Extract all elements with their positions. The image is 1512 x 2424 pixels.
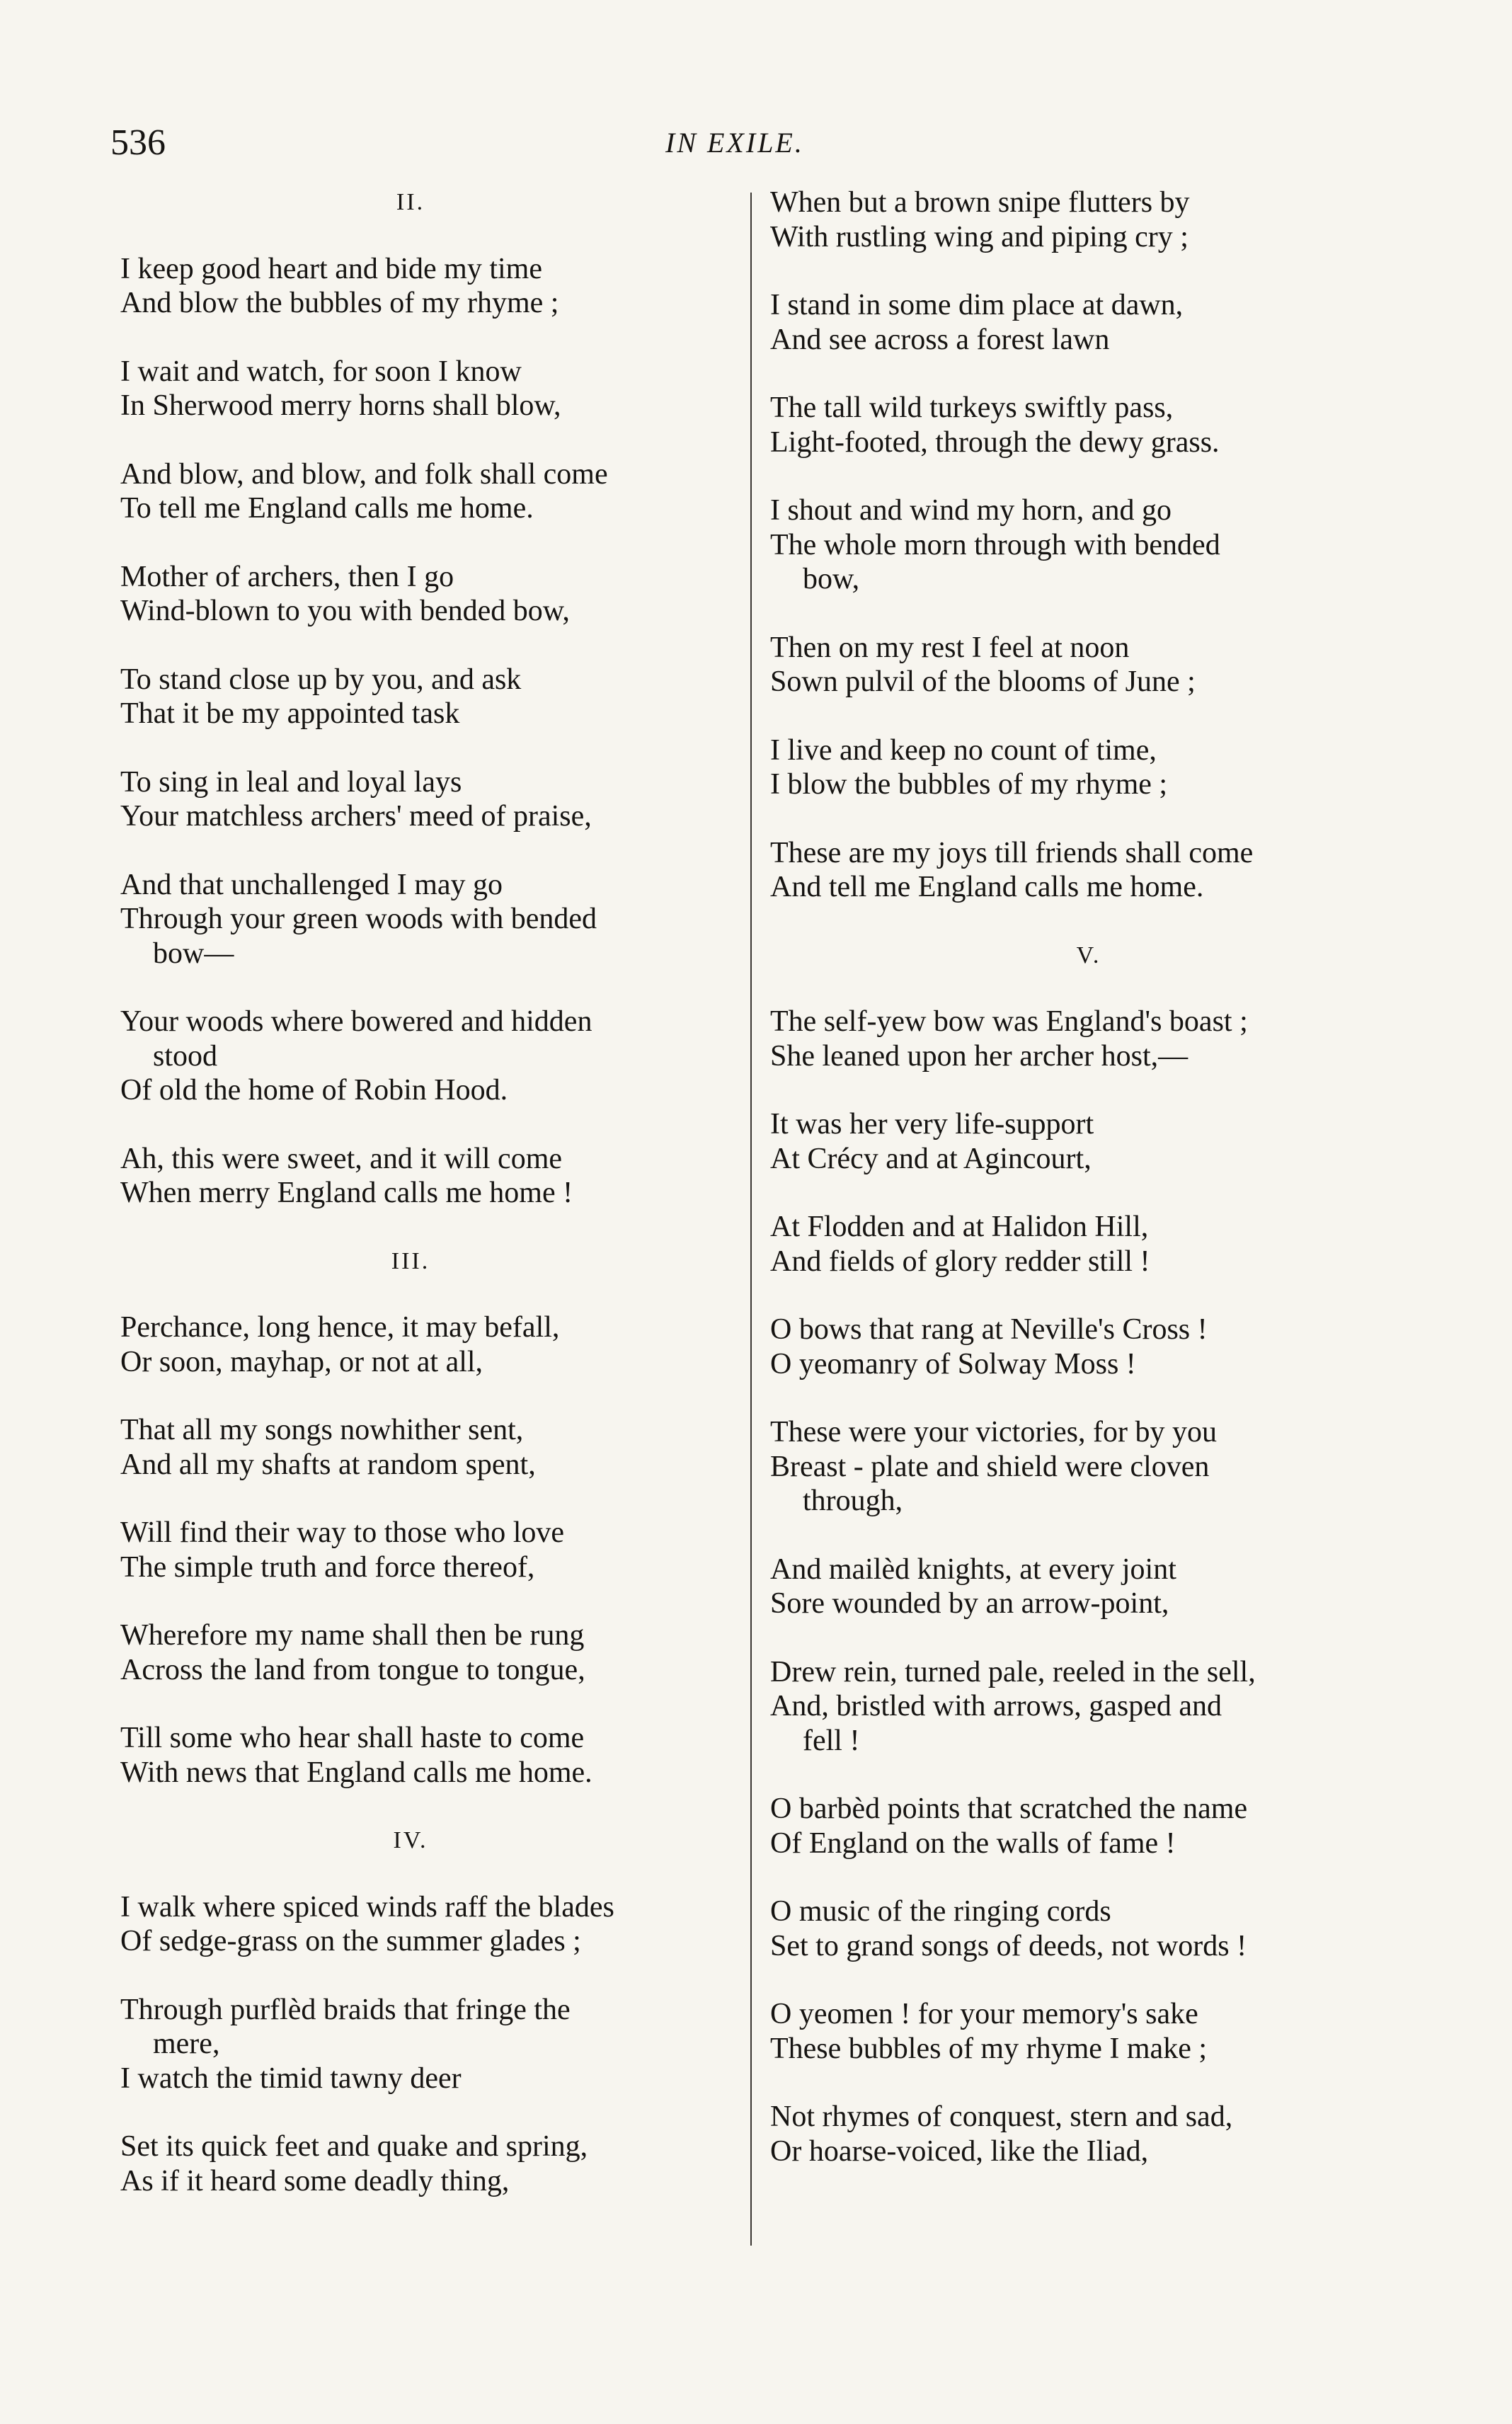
verse-line: And blow the bubbles of my rhyme ;: [120, 287, 559, 319]
verse-line: I shout and wind my horn, and go: [770, 494, 1172, 527]
page-number: 536: [110, 122, 166, 163]
verse-line: mere,: [153, 2028, 220, 2060]
verse-line: These are my joys till friends shall come: [770, 836, 1254, 869]
verse-line: With news that England calls me home.: [120, 1756, 592, 1789]
stanza: [770, 1210, 1407, 1279]
verse-line: fell !: [803, 1724, 860, 1757]
right-column: [770, 185, 1407, 2202]
verse-line: Mother of archers, then I go: [120, 560, 454, 593]
verse-line: As if it heard some deadly thing,: [120, 2164, 510, 2197]
stanza: [120, 1890, 743, 1959]
verse-line: In Sherwood merry horns shall blow,: [120, 389, 561, 422]
stanza: [770, 1313, 1407, 1381]
verse-line: Set its quick feet and quake and spring,: [120, 2130, 588, 2163]
verse-line: I live and keep no count of time,: [770, 733, 1157, 767]
verse-line: I wait and watch, for soon I know: [120, 355, 522, 388]
verse-line: I blow the bubbles of my rhyme ;: [770, 768, 1168, 801]
left-column: [120, 185, 743, 2232]
stanza: [770, 1107, 1407, 1176]
verse-line: Of sedge-grass on the summer glades ;: [120, 1925, 581, 1957]
verse-line: O music of the ringing cords: [770, 1895, 1111, 1928]
verse-line: Wind-blown to you with bended bow,: [120, 595, 570, 627]
stanza: [770, 1655, 1407, 1759]
section-heading: II.: [396, 189, 425, 215]
verse-line: Through your green woods with bended: [120, 903, 597, 935]
verse-line: Your woods where bowered and hidden: [120, 1005, 592, 1038]
section-heading: V.: [1076, 942, 1101, 968]
verse-line: These were your victories, for by you: [770, 1416, 1217, 1448]
stanza: [120, 1721, 743, 1790]
stanza: [120, 2129, 743, 2198]
stanza: [770, 733, 1407, 802]
verse-line: To tell me England calls me home.: [120, 492, 534, 525]
verse-line: stood: [153, 1039, 218, 1073]
verse-line: At Crécy and at Agincourt,: [770, 1142, 1092, 1175]
verse-line: Or hoarse-voiced, like the Iliad,: [770, 2134, 1149, 2168]
verse-line: With rustling wing and piping cry ;: [770, 220, 1189, 253]
section-heading: III.: [391, 1247, 430, 1274]
verse-line: Sore wounded by an arrow-point,: [770, 1587, 1169, 1620]
verse-line: The whole morn through with bended: [770, 528, 1220, 561]
verse-line: And see across a forest lawn: [770, 323, 1110, 356]
stanza: [770, 1792, 1407, 1860]
stanza: [770, 1415, 1407, 1519]
verse-line: Of old the home of Robin Hood.: [120, 1074, 508, 1107]
stanza: [120, 252, 743, 321]
verse-line: Through purflèd braids that fringe the: [120, 1993, 571, 2026]
verse-line: Ah, this were sweet, and it will come: [120, 1142, 563, 1175]
verse-line: Not rhymes of conquest, stern and sad,: [770, 2100, 1233, 2133]
stanza: [120, 765, 743, 834]
stanza: [120, 1618, 743, 1687]
verse-line: through,: [803, 1485, 903, 1517]
verse-line: I stand in some dim place at dawn,: [770, 289, 1184, 321]
verse-line: The self-yew bow was England's boast ;: [770, 1005, 1248, 1038]
verse-line: Till some who hear shall haste to come: [120, 1722, 585, 1754]
verse-line: Across the land from tongue to tongue,: [120, 1653, 585, 1686]
stanza: [770, 631, 1407, 699]
verse-line: Perchance, long hence, it may befall,: [120, 1311, 560, 1344]
stanza: [120, 663, 743, 731]
verse-line: bow,: [803, 563, 860, 595]
stanza: [120, 560, 743, 629]
verse-line: Sown pulvil of the blooms of June ;: [770, 665, 1196, 698]
verse-line: Your matchless archers' meed of praise,: [120, 800, 592, 833]
verse-line: And fields of glory redder still !: [770, 1245, 1150, 1278]
verse-line: And, bristled with arrows, gasped and: [770, 1690, 1222, 1722]
verse-line: It was her very life-support: [770, 1108, 1094, 1140]
stanza: [120, 868, 743, 971]
verse-line: Or soon, mayhap, or not at all,: [120, 1345, 483, 1378]
verse-line: The simple truth and force thereof,: [120, 1550, 535, 1584]
stanza: [770, 2100, 1407, 2168]
stanza: [120, 1005, 743, 1108]
verse-line: O barbèd points that scratched the name: [770, 1793, 1248, 1825]
verse-line: Wherefore my name shall then be rung: [120, 1619, 585, 1652]
verse-line: Drew rein, turned pale, reeled in the sell,: [770, 1655, 1256, 1688]
stanza: [120, 1310, 743, 1379]
stanza: [770, 1005, 1407, 1073]
verse-line: And that unchallenged I may go: [120, 868, 503, 901]
verse-line: The tall wild turkeys swiftly pass,: [770, 391, 1174, 424]
stanza: [120, 1516, 743, 1584]
verse-line: Of England on the walls of fame !: [770, 1826, 1176, 1860]
stanza: [120, 457, 743, 526]
stanza: [120, 355, 743, 423]
verse-line: I keep good heart and bide my time: [120, 252, 542, 285]
verse-line: She leaned upon her archer host,—: [770, 1039, 1189, 1073]
verse-line: To sing in leal and loyal lays: [120, 765, 462, 799]
verse-line: And all my shafts at random spent,: [120, 1448, 536, 1481]
verse-line: O yeomanry of Solway Moss !: [770, 1347, 1136, 1380]
section-heading: IV.: [393, 1827, 428, 1853]
verse-line: Then on my rest I feel at noon: [770, 631, 1130, 664]
verse-line: These bubbles of my rhyme I make ;: [770, 2032, 1207, 2065]
stanza: [120, 1413, 743, 1482]
verse-line: Set to grand songs of deeds, not words !: [770, 1929, 1247, 1962]
stanza: [770, 836, 1407, 905]
running-title: IN EXILE.: [665, 127, 804, 159]
stanza: [770, 288, 1407, 357]
page-header: [0, 122, 1512, 171]
column-divider: [750, 193, 752, 2246]
verse-line: bow—: [153, 937, 234, 970]
verse-line: O bows that rang at Neville's Cross !: [770, 1313, 1208, 1346]
stanza: [120, 1142, 743, 1211]
verse-line: At Flodden and at Halidon Hill,: [770, 1211, 1149, 1243]
verse-line: And mailèd knights, at every joint: [770, 1553, 1176, 1586]
stanza: [770, 391, 1407, 459]
stanza: [120, 1993, 743, 2096]
verse-line: That it be my appointed task: [120, 697, 460, 730]
verse-line: O yeomen ! for your memory's sake: [770, 1998, 1198, 2030]
verse-line: Breast - plate and shield were cloven: [770, 1450, 1210, 1483]
stanza: [770, 1894, 1407, 1963]
verse-line: When but a brown snipe flutters by: [770, 186, 1190, 219]
verse-line: When merry England calls me home !: [120, 1177, 573, 1209]
verse-line: Will find their way to those who love: [120, 1516, 565, 1549]
stanza: [770, 1997, 1407, 2066]
verse-line: That all my songs nowhither sent,: [120, 1414, 524, 1446]
verse-line: To stand close up by you, and ask: [120, 663, 522, 696]
verse-line: I walk where spiced winds raff the blades: [120, 1890, 614, 1923]
verse-line: Light-footed, through the dewy grass.: [770, 425, 1220, 459]
stanza: [770, 185, 1407, 254]
stanza: [770, 493, 1407, 597]
stanza: [770, 1553, 1407, 1621]
verse-line: And tell me England calls me home.: [770, 871, 1204, 903]
verse-line: I watch the timid tawny deer: [120, 2062, 462, 2095]
verse-line: And blow, and blow, and folk shall come: [120, 457, 608, 491]
